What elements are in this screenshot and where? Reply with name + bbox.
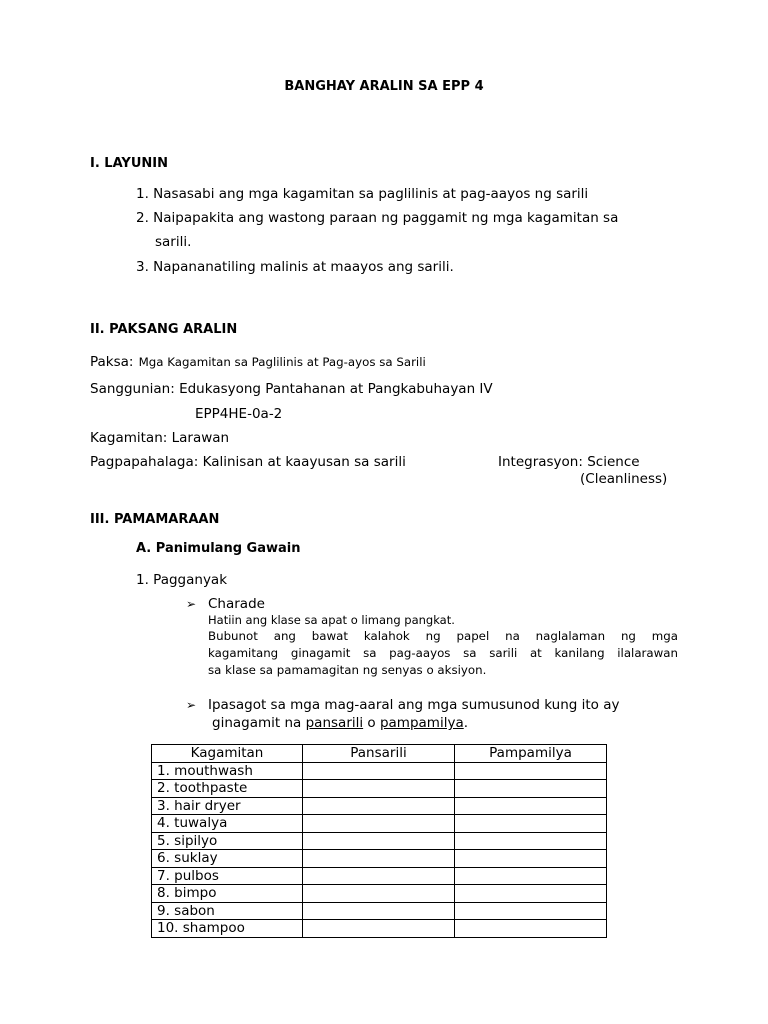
pagpapahalaga-label: Pagpapahalaga: (90, 454, 199, 470)
pansarili-cell[interactable] (303, 797, 455, 815)
competency-code: EPP4HE-0a-2 (195, 406, 283, 422)
pampamilya-cell[interactable] (455, 762, 607, 780)
paksa-label: Paksa: (90, 354, 134, 370)
charade-line-4: sa klase sa pamamagitan ng senyas o aksiyon. (208, 663, 487, 677)
bullet-arrow-icon: ➢ (186, 597, 197, 611)
row-item: 3. hair dryer (152, 797, 303, 815)
ipasagot-prefix: ginagamit na (212, 715, 306, 731)
table-row (152, 867, 607, 885)
layunin-heading: I. LAYUNIN (90, 156, 168, 171)
integrasyon-line (498, 454, 640, 470)
pansarili-cell[interactable] (303, 902, 455, 920)
pagpapahalaga-value: Kalinisan at kaayusan sa sarili (202, 454, 406, 470)
pagpapahalaga-line (90, 454, 406, 470)
table-row (152, 920, 607, 938)
pampamilya-cell[interactable] (455, 797, 607, 815)
row-item: 6. suklay (152, 850, 303, 868)
table-header-row (152, 745, 607, 763)
pansarili-cell[interactable] (303, 832, 455, 850)
pampamilya-cell[interactable] (455, 832, 607, 850)
pampamilya-cell[interactable] (455, 850, 607, 868)
ipasagot-line-1: Ipasagot sa mga mag-aaral ang mga sumusunod kung ito ay (208, 697, 620, 713)
pansarili-cell[interactable] (303, 780, 455, 798)
document-title: BANGHAY ARALIN SA EPP 4 (284, 79, 484, 94)
row-item: 2. toothpaste (152, 780, 303, 798)
pamamaraan-heading: III. PAMAMARAAN (90, 512, 220, 527)
table-row (152, 797, 607, 815)
integrasyon-note: (Cleanliness) (580, 471, 668, 487)
table-row (152, 850, 607, 868)
ipasagot-line-2 (212, 715, 468, 731)
layunin-item-2: 2. Naipapakita ang wastong paraan ng paggamit ng mga kagamitan sa (136, 210, 619, 226)
integrasyon-label: Integrasyon: (498, 454, 583, 470)
pampamilya-cell[interactable] (455, 902, 607, 920)
table-row (152, 762, 607, 780)
pagganyak-step: 1. Pagganyak (136, 572, 228, 588)
pampamilya-cell[interactable] (455, 885, 607, 903)
row-item: 9. sabon (152, 902, 303, 920)
charade-line-3: kagamitang ginagamit sa pag-aayos sa sarili at kanilang ilalarawan (208, 646, 678, 660)
integrasyon-value: Science (587, 454, 640, 470)
layunin-item-3: 3. Napananatiling malinis at maayos ang sarili. (136, 259, 454, 275)
pansarili-cell[interactable] (303, 867, 455, 885)
pampamilya-cell[interactable] (455, 815, 607, 833)
table-row (152, 885, 607, 903)
bullet-arrow-icon-2: ➢ (186, 698, 197, 712)
header-kagamitan: Kagamitan (152, 745, 303, 763)
table-row (152, 902, 607, 920)
pampamilya-underlined: pampamilya (379, 715, 464, 731)
charade-title: Charade (208, 596, 265, 612)
sanggunian-value: Edukasyong Pantahanan at Pangkabuhayan IV (179, 381, 493, 397)
row-item: 1. mouthwash (152, 762, 303, 780)
header-pampamilya: Pampamilya (455, 745, 607, 763)
paksang-aralin-heading: II. PAKSANG ARALIN (90, 322, 238, 337)
kagamitan-table (151, 744, 607, 938)
row-item: 8. bimpo (152, 885, 303, 903)
header-pansarili: Pansarili (303, 745, 455, 763)
sanggunian-label: Sanggunian: (90, 381, 175, 397)
pansarili-cell[interactable] (303, 850, 455, 868)
table-row (152, 780, 607, 798)
pansarili-cell[interactable] (303, 885, 455, 903)
ipasagot-o: o (363, 715, 380, 731)
charade-line-1: Hatiin ang klase sa apat o limang pangkat. (208, 613, 455, 627)
kagamitan-label: Kagamitan: (90, 430, 168, 446)
layunin-item-2-cont: sarili. (155, 234, 192, 250)
pansarili-cell[interactable] (303, 815, 455, 833)
table-row (152, 832, 607, 850)
panimulang-gawain-heading: A. Panimulang Gawain (136, 541, 301, 556)
row-item: 7. pulbos (152, 867, 303, 885)
paksa-value: Mga Kagamitan sa Paglilinis at Pag-ayos sa Sarili (138, 355, 426, 369)
pansarili-cell[interactable] (303, 762, 455, 780)
row-item: 4. tuwalya (152, 815, 303, 833)
kagamitan-line (90, 430, 229, 446)
pansarili-cell[interactable] (303, 920, 455, 938)
layunin-item-1: 1. Nasasabi ang mga kagamitan sa paglilinis at pag-aayos ng sarili (136, 186, 589, 202)
charade-line-2: Bubunot ang bawat kalahok ng papel na naglalaman ng mga (208, 629, 678, 643)
ipasagot-period: . (463, 715, 469, 731)
pansarili-underlined: pansarili (305, 715, 364, 731)
row-item: 10. shampoo (152, 920, 303, 938)
pampamilya-cell[interactable] (455, 920, 607, 938)
sanggunian-line (90, 381, 493, 397)
kagamitan-value: Larawan (171, 430, 230, 446)
row-item: 5. sipilyo (152, 832, 303, 850)
pampamilya-cell[interactable] (455, 867, 607, 885)
paksa-line (90, 351, 426, 370)
table-row (152, 815, 607, 833)
pampamilya-cell[interactable] (455, 780, 607, 798)
